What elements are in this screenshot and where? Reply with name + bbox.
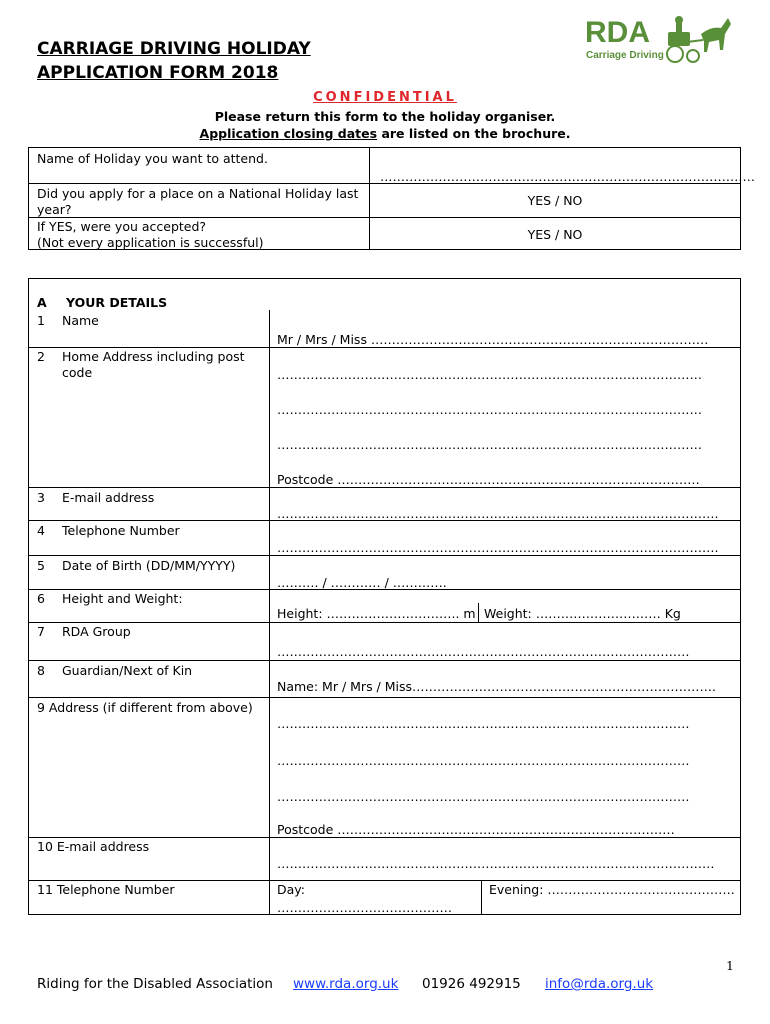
guardian-num: 8 [37, 663, 45, 678]
height-weight-num: 6 [37, 591, 45, 606]
email-label: E-mail address [62, 490, 155, 505]
rda-group-field[interactable]: ……………………………………………………………………………………… [277, 644, 690, 659]
accepted-yes-no[interactable]: YES / NO [527, 227, 583, 242]
height-field[interactable]: Height: ………………………….. m [277, 606, 476, 621]
closing-dates-rest: are listed on the brochure. [377, 126, 571, 141]
address-label: Home Address including post [62, 349, 245, 364]
phone-num: 4 [37, 523, 45, 538]
guardian-email-field[interactable]: …………………………………………………………………………………………… [277, 856, 715, 871]
footer-website-link[interactable]: www.rda.org.uk [293, 976, 399, 992]
guardian-phone-label: 11 Telephone Number [37, 882, 175, 897]
rda-group-num: 7 [37, 624, 45, 639]
confidential-label: CONFIDENTIAL [313, 90, 457, 105]
footer-email-link[interactable]: info@rda.org.uk [545, 976, 654, 992]
address-line-2[interactable]: ………………………………………………………………………………………… [277, 402, 702, 417]
name-field[interactable]: Mr / Mrs / Miss ……………………………………………………………………… [277, 332, 709, 347]
phone-field[interactable]: ……………………………………………………………………………………………. [277, 540, 719, 555]
address-line-1[interactable]: ………………………………………………………………………………………… [277, 367, 702, 382]
name-label: Name [62, 313, 99, 328]
title-line-2: APPLICATION FORM 2018 [37, 63, 279, 83]
guardian-email-label: 10 E-mail address [37, 839, 150, 854]
name-num: 1 [37, 313, 45, 328]
footer-org: Riding for the Disabled Association [37, 976, 273, 992]
address-label-2: code [62, 365, 93, 380]
holiday-name-field[interactable]: ……………………………………………………………………………… [380, 169, 755, 184]
national-holiday-label: Did you apply for a place on a National Holiday last [37, 186, 359, 201]
guardian-address-line-1[interactable]: ……………………………………………………………………………………… [277, 716, 690, 731]
day-phone-label: Day: [277, 882, 305, 897]
section-letter: A [37, 295, 47, 310]
guardian-address-line-3[interactable]: ……………………………………………………………………………………… [277, 789, 690, 804]
section-title: YOUR DETAILS [66, 295, 168, 310]
rda-group-label: RDA Group [62, 624, 131, 639]
title-line-1: CARRIAGE DRIVING HOLIDAY [37, 39, 311, 59]
form-title [37, 37, 311, 85]
evening-phone-field[interactable]: Evening: ……………………………………… [489, 882, 735, 897]
logo-text: RDA [585, 16, 650, 49]
footer-phone: 01926 492915 [422, 976, 521, 992]
instruction-line-1: Please return this form to the holiday organiser. [214, 109, 556, 124]
national-holiday-label-2: year? [37, 202, 72, 217]
logo-subtext: Carriage Driving [586, 50, 664, 61]
closing-dates-text: Application closing dates [199, 126, 378, 141]
rda-logo [583, 12, 733, 64]
address-num: 2 [37, 349, 45, 364]
postcode-field[interactable]: Postcode …………………………………………………………………………… [277, 472, 700, 487]
guardian-address-label: 9 Address (if different from above) [37, 700, 253, 715]
dob-num: 5 [37, 558, 45, 573]
page-number: 1 [726, 958, 734, 973]
weight-field[interactable]: Weight: ………………………… Kg [484, 606, 681, 621]
national-holiday-yes-no[interactable]: YES / NO [527, 193, 583, 208]
day-phone-field[interactable]: …………………………………… [277, 900, 452, 915]
guardian-label: Guardian/Next of Kin [62, 663, 193, 678]
email-num: 3 [37, 490, 45, 505]
dob-field[interactable]: ………. / ………… / …………. [277, 575, 447, 590]
dob-label: Date of Birth (DD/MM/YYYY) [62, 558, 236, 573]
instruction-line-2 [0, 126, 770, 141]
accepted-label-2: (Not every application is successful) [37, 235, 264, 250]
address-line-3[interactable]: ………………………………………………………………………………………… [277, 437, 702, 452]
guardian-postcode-field[interactable]: Postcode ……………………………………………………………………… [277, 822, 675, 837]
phone-label: Telephone Number [62, 523, 180, 538]
guardian-name-field[interactable]: Name: Mr / Mrs / Miss………………………………………………………………. [277, 679, 716, 694]
accepted-label: If YES, were you accepted? [37, 219, 207, 234]
horse-carriage-icon [667, 16, 731, 62]
guardian-address-line-2[interactable]: ……………………………………………………………………………………… [277, 753, 690, 768]
holiday-name-label: Name of Holiday you want to attend. [37, 151, 268, 166]
height-weight-label: Height and Weight: [62, 591, 183, 606]
email-field[interactable]: ……………………………………………………………………………………………. [277, 506, 719, 521]
